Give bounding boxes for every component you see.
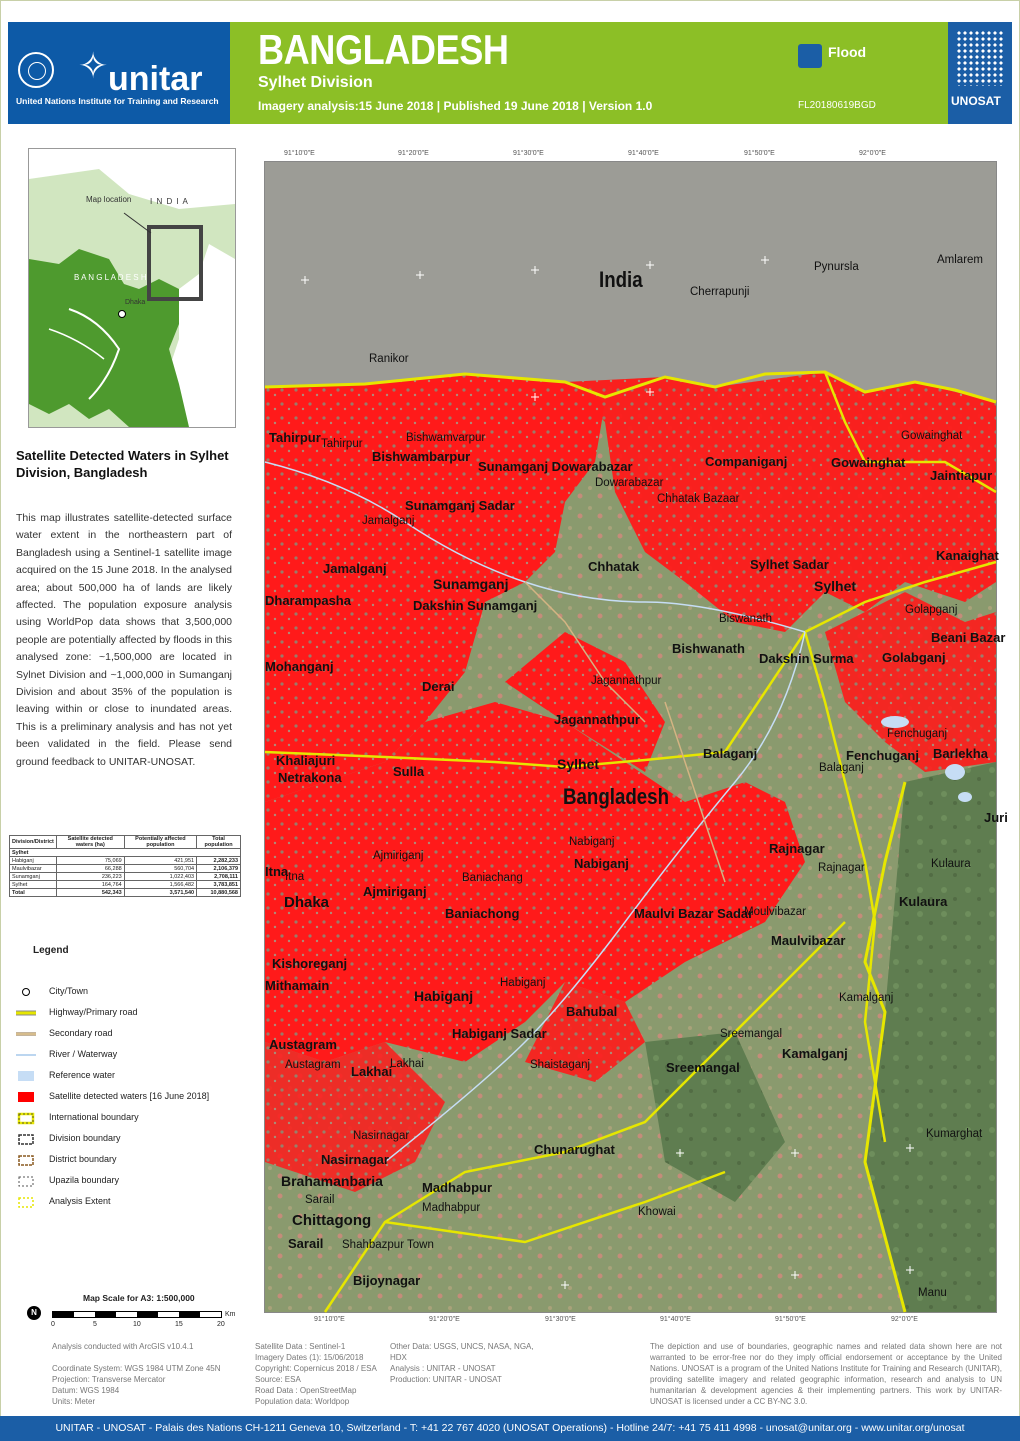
table-row [10, 857, 241, 865]
place-label: Sunamganj [433, 576, 509, 592]
table-cell: Total [10, 889, 57, 897]
footer-road-data: Road Data : OpenStreetMap [255, 1386, 357, 1395]
unosat-logo-icon [956, 30, 1004, 86]
place-label: Nasirnagar [353, 1130, 410, 1142]
country-label-india: India [599, 267, 643, 292]
table-row [10, 881, 241, 889]
table-cell: 560,704 [124, 865, 196, 873]
coord-bottom: 92°0'0"E [891, 1316, 918, 1323]
glide-number: FL20180619BGD [798, 100, 876, 111]
place-label: Brahamanbaria [281, 1173, 383, 1189]
place-label: Lakhai [390, 1058, 424, 1070]
scale-tick: 10 [133, 1321, 141, 1328]
place-label: Sylhet [814, 578, 857, 594]
place-label: Jamalganj [323, 561, 387, 576]
place-label: Golapganj [905, 604, 958, 616]
place-label: Sulla [393, 764, 425, 779]
place-label: Chhatak Bazaar [657, 493, 740, 505]
footer-imagery-dates: Imagery Dates (1): 15/06/2018 [255, 1353, 364, 1362]
title-panel [230, 22, 948, 124]
table-header: Potentially affected population [124, 836, 196, 849]
place-label: Khowai [638, 1206, 676, 1218]
table-cell: 75,069 [56, 857, 124, 865]
place-label: Beani Bazar [931, 630, 1006, 645]
table-total-row [10, 889, 241, 897]
coord-top: 91°10'0"E [284, 150, 315, 157]
place-label: Madhabpur [422, 1180, 493, 1195]
table-header: Division/District [10, 836, 57, 849]
summary-title: Satellite Detected Waters in Sylhet Division, Bangladesh [16, 448, 229, 480]
place-label: Baniachong [445, 906, 520, 921]
place-label: Sylhet Sadar [750, 557, 829, 572]
place-label: Kamalganj [839, 992, 894, 1004]
scale-title: Map Scale for A3: 1:500,000 [83, 1293, 195, 1303]
table-row [10, 865, 241, 873]
place-label: Juri [984, 810, 1008, 825]
org-name: unitar [108, 60, 203, 98]
place-label: Shaistaganj [530, 1059, 591, 1071]
place-label: Cherrapunji [690, 286, 750, 298]
un-emblem-icon [18, 52, 54, 88]
upazila-boundary-icon [16, 1176, 36, 1186]
footer-analysis: Analysis : UNITAR - UNOSAT [390, 1364, 496, 1373]
unitar-bird-icon: ✧ [78, 45, 109, 86]
place-label: Sreemangal [720, 1028, 783, 1040]
footer-other-data: Other Data: USGS, UNCS, NASA, NGA, [390, 1342, 534, 1351]
legend-label: Highway/Primary road [49, 1007, 138, 1017]
table-cell: 542,343 [56, 889, 124, 897]
place-label: Mithamain [265, 978, 330, 993]
inset-dhaka-label: Dhaka [125, 299, 146, 306]
city-circle-icon [16, 987, 36, 997]
coord-top: 91°20'0"E [398, 150, 429, 157]
page-title: BANGLADESH [258, 26, 509, 73]
secondary-road-icon [16, 1029, 36, 1039]
legend-label: River / Waterway [49, 1049, 118, 1059]
place-label: Ranikor [369, 353, 409, 365]
place-label: Dakshin Sunamganj [413, 598, 538, 613]
table-header-row [10, 836, 241, 849]
legend-label: Satellite detected waters [16 June 2018] [49, 1091, 210, 1101]
page-subtitle: Sylhet Division [258, 74, 373, 91]
scale-tick: 5 [93, 1321, 97, 1328]
place-label: Sarail [305, 1194, 335, 1206]
place-label: Nabiganj [569, 836, 615, 848]
place-label: Ajmiriganj [363, 884, 427, 899]
legend-label: Upazila boundary [49, 1175, 120, 1185]
footer-source: Source: ESA [255, 1375, 301, 1384]
contact-bar: UNITAR - UNOSAT - Palais des Nations CH-1211 Geneva 10, Switzerland - T: +41 22 767 4020 (UNOSAT Operations) - Hotline 24/7: +41 75 411 4998 - unosat@unitar.org - www.unitar.org/unosat [0, 1416, 1020, 1441]
coord-bottom: 91°20'0"E [429, 1316, 460, 1323]
place-label: Itna [265, 864, 289, 879]
division-boundary-icon [16, 1134, 36, 1144]
table-cell: 66,288 [56, 865, 124, 873]
population-table [9, 835, 241, 897]
table-cell: 236,223 [56, 873, 124, 881]
place-label: Derai [422, 679, 455, 694]
place-label: Biswanath [719, 613, 773, 625]
place-label: Barlekha [933, 746, 988, 761]
analysis-extent-icon [16, 1197, 36, 1207]
footer-production: Production: UNITAR - UNOSAT [390, 1375, 502, 1384]
table-cell: 421,951 [124, 857, 196, 865]
summary-text: This map illustrates satellite-detected surface water extent in the northeastern part of Bangladesh using a Sentinel-1 satellite image acquired on the 15 June 2018. In the analysed area; about 500,000 ha of lands are likely affected. The population exposure analysis using WorldPop data shows that 3,500,000 people are potentially affected by floods in this analysed zone: ~1,500,000 are located in Sylnet Division and ~1,000,000 in Sumanganj Division and about 35% of the population is leaving within or close to inundated areas. This is a preliminary analysis and has not yet been validated in the field. Please send ground feedback to UNITAR-UNOSAT. [16, 512, 232, 768]
legend-label: Analysis Extent [49, 1196, 111, 1206]
footer-coord-system: Coordinate System: WGS 1984 UTM Zone 45N [52, 1364, 221, 1373]
place-label: Kulaura [899, 894, 948, 909]
unosat-name: UNOSAT [951, 94, 1001, 108]
place-label: Balaganj [819, 762, 864, 774]
table-group-row [10, 849, 241, 857]
place-label: Maulvi Bazar Sadar [634, 906, 754, 921]
place-label: Madhabpur [422, 1202, 481, 1214]
place-label: Kishoreganj [272, 956, 348, 971]
detected-water-icon [16, 1092, 36, 1102]
table-cell: 164,764 [56, 881, 124, 889]
scale-tick: 0 [51, 1321, 55, 1328]
coord-bottom: 91°50'0"E [775, 1316, 806, 1323]
table-cell: 2,282,233 [197, 857, 241, 865]
place-label: Khaliajuri [276, 753, 336, 768]
place-label: Companiganj [705, 454, 788, 469]
place-label: Kulaura [931, 858, 971, 870]
north-arrow-icon: N [27, 1306, 41, 1320]
scale-bar [52, 1311, 222, 1318]
place-label: Maulvibazar [771, 933, 846, 948]
place-label: Golabganj [882, 650, 946, 665]
scale-unit: Km [225, 1311, 236, 1318]
district-boundary-icon [16, 1155, 36, 1165]
table-header: Total population [197, 836, 241, 849]
coord-top: 91°50'0"E [744, 150, 775, 157]
table-cell: 2,106,379 [197, 865, 241, 873]
table-cell: 10,880,568 [197, 889, 241, 897]
place-label: Nasirnagar [321, 1152, 389, 1167]
place-label: Austagram [269, 1037, 337, 1052]
international-boundary-icon [16, 1113, 36, 1123]
event-type-label: Flood [828, 44, 867, 60]
place-label: Chittagong [292, 1212, 372, 1229]
highway-line-icon [16, 1008, 36, 1018]
place-label: Dharampasha [265, 593, 351, 608]
place-label: Kanaighat [936, 548, 999, 563]
place-label: Jagannathpur [591, 675, 662, 687]
footer-units: Units: Meter [52, 1397, 96, 1406]
legend-label: Division boundary [49, 1133, 121, 1143]
place-label: Sarail [288, 1236, 324, 1251]
place-label: Dakshin Surma [759, 651, 854, 666]
place-label: Fenchuganj [846, 748, 919, 763]
event-type [828, 44, 866, 60]
place-label: Amlarem [937, 254, 984, 266]
unitar-logo-panel [8, 22, 230, 124]
place-label: Mohanganj [265, 659, 334, 674]
footer-datum: Datum: WGS 1984 [52, 1386, 120, 1395]
place-label: Kumarghat [926, 1128, 983, 1140]
table-group-label: Sylhet [10, 849, 241, 857]
coord-top: 92°0'0"E [859, 150, 886, 157]
coord-bottom: 91°40'0"E [660, 1316, 691, 1323]
place-label: Dhaka [284, 894, 330, 911]
place-label: Austagram [285, 1059, 341, 1071]
place-label: Habiganj Sadar [452, 1026, 547, 1041]
place-label: Jagannathpur [554, 712, 640, 727]
place-label: Manu [918, 1287, 947, 1299]
place-label: Pynursla [814, 261, 859, 273]
place-label: Chhatak [588, 559, 640, 574]
place-label: Sylhet [557, 756, 600, 772]
place-label: Dowarabazar [595, 477, 664, 489]
place-label: Netrakona [278, 770, 342, 785]
legend-label: District boundary [49, 1154, 117, 1164]
coord-bottom: 91°30'0"E [545, 1316, 576, 1323]
legend-title: Legend [33, 945, 69, 956]
place-label: Itna [285, 871, 305, 883]
place-label: Bijoynagar [353, 1273, 421, 1288]
place-label: Moulvibazar [744, 906, 806, 918]
scale-tick: 15 [175, 1321, 183, 1328]
org-full-name: United Nations Institute for Training and Research [16, 96, 219, 106]
scale-tick: 20 [217, 1321, 225, 1328]
table-header: Satellite detected waters (ha) [56, 836, 124, 849]
place-label: Nabiganj [574, 856, 629, 871]
place-label: Chunarughat [534, 1142, 615, 1157]
header [8, 22, 1012, 124]
legend-label: Secondary road [49, 1028, 113, 1038]
table-cell: Maulvibazar [10, 865, 57, 873]
inset-india-label: I N D I A [150, 197, 189, 206]
place-label: Tahirpur [269, 430, 321, 445]
legend-label: City/Town [49, 986, 89, 996]
unosat-logo-panel [948, 22, 1012, 124]
table-cell: Habiganj [10, 857, 57, 865]
place-label: Sunamganj Dowarabazar [478, 459, 633, 474]
place-label: Lakhai [351, 1064, 393, 1079]
analysis-dates: Imagery analysis:15 June 2018 | Published 19 June 2018 | Version 1.0 [258, 99, 653, 113]
place-label: Sunamganj Sadar [405, 498, 515, 513]
inset-map-location-label: Map location [86, 195, 132, 204]
table-cell: 3,783,851 [197, 881, 241, 889]
legend-label: International boundary [49, 1112, 139, 1122]
place-label: Bahubal [566, 1004, 618, 1019]
place-label: Ajmiriganj [373, 850, 424, 862]
table-cell: Sylhet [10, 881, 57, 889]
place-label: Bishwanath [672, 641, 745, 656]
place-label: Gowainghat [901, 430, 963, 442]
place-label: Baniachang [462, 872, 523, 884]
footer-conducted: Analysis conducted with ArcGIS v10.4.1 [52, 1342, 194, 1351]
footer-disclaimer: The depiction and use of boundaries, geographic names and related data shown here are not warranted to be error-free nor do they imply official endorsement or acceptance by the United Nations. UNOSAT is a program of the United Nations Institute for Training and Research (UNITAR), providing satellite imagery and related geographic information, research and analysis to UN humanitarian & development agencies & their implementing partners. This work by UNITAR-UNOSAT is licensed under a CC BY-NC 3.0. [650, 1342, 1002, 1406]
place-label: Kamalganj [782, 1046, 848, 1061]
coord-top: 91°40'0"E [628, 150, 659, 157]
footer-sat-data: Satellite Data : Sentinel-1 [255, 1342, 346, 1351]
place-label: Rajnagar [818, 862, 865, 874]
reference-water-icon [16, 1071, 36, 1081]
place-label: Habiganj [500, 977, 546, 989]
table-cell: 1,566,482 [124, 881, 196, 889]
legend-label: Reference water [49, 1070, 116, 1080]
place-label: Habiganj [414, 988, 474, 1004]
place-label: Jamalganj [362, 515, 415, 527]
footer-copyright: Copyright: Copernicus 2018 / ESA [255, 1364, 377, 1373]
footer-hdx: HDX [390, 1353, 407, 1362]
inset-bangladesh-label: B A N G L A D E S H [74, 273, 147, 282]
river-line-icon [16, 1050, 36, 1060]
place-label: Sreemangal [666, 1060, 740, 1075]
main-map[interactable] [264, 161, 1008, 1313]
table-cell: 2,708,111 [197, 873, 241, 881]
place-label: Balaganj [703, 746, 758, 761]
place-label: Gowainghat [831, 455, 906, 470]
table-cell: 3,571,540 [124, 889, 196, 897]
footer-projection: Projection: Transverse Mercator [52, 1375, 166, 1384]
place-label: Jaintiapur [930, 468, 993, 483]
place-label: Rajnagar [769, 841, 825, 856]
inset-map-graphic [29, 149, 235, 427]
flood-icon [798, 44, 822, 68]
place-label: Shahbazpur Town [342, 1239, 434, 1251]
inset-map [28, 148, 236, 428]
table-row [10, 873, 241, 881]
coord-bottom: 91°10'0"E [314, 1316, 345, 1323]
place-label: Tahirpur [321, 438, 363, 450]
place-label: Bishwambarpur [372, 449, 471, 464]
place-label: Fenchuganj [887, 728, 948, 740]
country-label-bangladesh: Bangladesh [563, 784, 669, 809]
footer-pop-data: Population data: Worldpop [255, 1397, 350, 1406]
place-label: Bishwamvarpur [406, 432, 486, 444]
table-cell: Sunamganj [10, 873, 57, 881]
table-cell: 1,022,403 [124, 873, 196, 881]
coord-top: 91°30'0"E [513, 150, 544, 157]
